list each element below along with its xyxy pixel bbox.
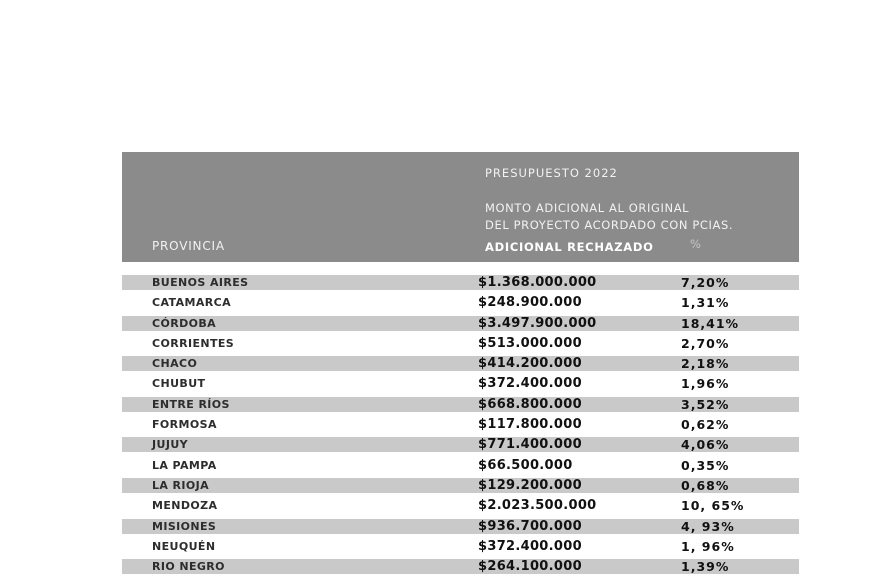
percent-cell: 1,31% xyxy=(681,295,730,311)
table-row xyxy=(122,559,799,574)
table-row xyxy=(122,519,799,534)
table-row xyxy=(122,356,799,371)
percent-cell: 4, 93% xyxy=(681,518,735,534)
amount-cell: $129.200.000 xyxy=(478,477,582,493)
amount-cell: $414.200.000 xyxy=(478,356,582,372)
province-cell: CÓRDOBA xyxy=(152,316,217,330)
amount-cell: $264.100.000 xyxy=(478,559,582,575)
amount-cell: $372.400.000 xyxy=(478,538,582,554)
province-cell: MISIONES xyxy=(152,519,217,533)
table-subtitle-line1: MONTO ADICIONAL AL ORIGINAL xyxy=(485,201,690,215)
province-cell: JUJUY xyxy=(152,438,189,452)
percent-cell: 7,20% xyxy=(681,275,730,290)
percent-cell: 1,96% xyxy=(681,376,730,392)
table-row xyxy=(122,275,799,290)
percent-cell: 1, 96% xyxy=(681,538,735,554)
table-title: PRESUPUESTO 2022 xyxy=(485,166,618,180)
column-header-percent: % xyxy=(690,237,701,251)
header-right-block xyxy=(485,152,795,252)
amount-cell: $2.023.500.000 xyxy=(478,498,597,514)
amount-cell: $248.900.000 xyxy=(478,295,582,311)
table-row xyxy=(122,316,799,331)
budget-table xyxy=(122,152,799,579)
table-row xyxy=(122,295,799,310)
province-cell: ENTRE RÍOS xyxy=(152,397,230,411)
table-header xyxy=(122,152,799,262)
percent-cell: 0,35% xyxy=(681,457,730,473)
percent-cell: 0,68% xyxy=(681,477,730,493)
table-row xyxy=(122,437,799,452)
percent-cell: 4,06% xyxy=(681,437,730,453)
percent-cell: 18,41% xyxy=(681,315,740,331)
province-cell: CHUBUT xyxy=(152,377,206,391)
amount-cell: $513.000.000 xyxy=(478,335,582,351)
table-row xyxy=(122,376,799,391)
column-header-provincia: PROVINCIA xyxy=(152,239,225,253)
table-row xyxy=(122,539,799,554)
percent-cell: 2,70% xyxy=(681,335,730,351)
table-row xyxy=(122,498,799,513)
province-cell: LA RIOJA xyxy=(152,478,210,492)
table-row xyxy=(122,478,799,493)
province-cell: CORRIENTES xyxy=(152,336,235,350)
amount-cell: $117.800.000 xyxy=(478,417,582,433)
table-row xyxy=(122,397,799,412)
percent-cell: 1,39% xyxy=(681,559,730,575)
table-row xyxy=(122,458,799,473)
province-cell: RIO NEGRO xyxy=(152,560,225,574)
amount-cell: $668.800.000 xyxy=(478,396,582,412)
province-cell: BUENOS AIRES xyxy=(152,276,249,289)
amount-cell: $66.500.000 xyxy=(478,457,573,473)
table-row xyxy=(122,336,799,351)
amount-cell: $372.400.000 xyxy=(478,376,582,392)
province-cell: FORMOSA xyxy=(152,418,217,432)
table-subtitle-line2: DEL PROYECTO ACORDADO CON PCIAS. xyxy=(485,218,734,232)
amount-cell: $1.368.000.000 xyxy=(478,275,597,290)
table-row xyxy=(122,417,799,432)
column-headers-row xyxy=(485,236,795,252)
province-cell: CATAMARCA xyxy=(152,296,232,310)
province-cell: LA PAMPA xyxy=(152,458,217,472)
amount-cell: $936.700.000 xyxy=(478,518,582,534)
province-cell: MENDOZA xyxy=(152,499,218,513)
percent-cell: 2,18% xyxy=(681,356,730,372)
amount-cell: $771.400.000 xyxy=(478,437,582,453)
column-header-adicional-rechazado: ADICIONAL RECHAZADO xyxy=(485,240,654,254)
table-body xyxy=(122,275,799,574)
province-cell: CHACO xyxy=(152,357,198,371)
percent-cell: 3,52% xyxy=(681,396,730,412)
amount-cell: $3.497.900.000 xyxy=(478,315,597,331)
percent-cell: 10, 65% xyxy=(681,498,745,514)
percent-cell: 0,62% xyxy=(681,417,730,433)
province-cell: NEUQUÉN xyxy=(152,539,216,553)
